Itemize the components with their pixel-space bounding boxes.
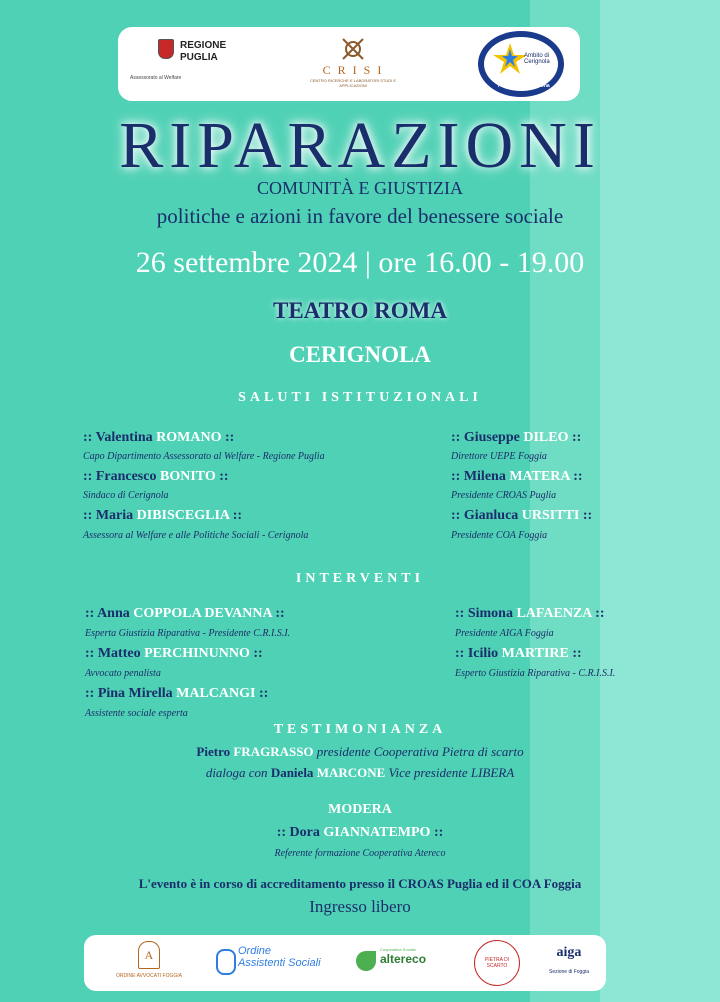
assistenti-sociali-icon <box>216 949 236 975</box>
crisi-name: C R I S I <box>322 63 384 77</box>
speaker-bonito-role: Sindaco di Cerignola <box>83 490 169 501</box>
ordine-avvocati-logo <box>104 941 194 979</box>
pietra-name: PIETRA DI SCARTO <box>484 957 510 969</box>
moderator-giannatempo: :: Dora GIANNATEMPO :: <box>276 825 444 840</box>
event-title: RIPARAZIONI <box>119 109 601 182</box>
ambito-caption: Piano Sociale di Zona <box>498 83 550 89</box>
aiga-caption: Sezione di Foggia <box>548 969 590 975</box>
ambito-cerignola-logo <box>478 31 564 97</box>
altereco-small: Cooperativa Sociale <box>380 947 416 952</box>
event-datetime: 26 settembre 2024 | ore 16.00 - 19.00 <box>135 246 585 279</box>
ambito-name: Ambito di Cerignola <box>524 53 550 65</box>
speaker-romano-role: Capo Dipartimento Assessorato al Welfare - Regione Puglia <box>83 451 325 462</box>
speaker-matera: :: Milena MATERA :: <box>451 469 583 484</box>
regione-line1: REGIONE <box>180 40 227 51</box>
speaker-malcangi-role: Assistente sociale esperta <box>85 708 188 719</box>
assistenti-sociali-logo <box>216 945 336 969</box>
accreditation-note: L'evento è in corso di accreditamento presso il CROAS Puglia ed il COA Foggia <box>138 876 582 891</box>
header-logo-bar <box>118 27 580 101</box>
regione-puglia-logo <box>128 35 238 95</box>
altereco-logo <box>356 947 446 966</box>
saluti-heading: SALUTI ISTITUZIONALI <box>238 390 482 405</box>
speaker-dileo-role: Direttore UEPE Foggia <box>451 451 547 462</box>
regione-coat-of-arms-icon <box>158 39 174 59</box>
speaker-martire-role: Esperto Giustizia Riparativa - C.R.I.S.I. <box>455 668 616 679</box>
event-tagline: politiche e azioni in favore del benessere sociale <box>156 204 564 228</box>
crisi-caption: CENTRO RICERCHE E LABORATORI STUDI E APPLICAZIONI <box>309 78 397 88</box>
speaker-dibisceglia-role: Assessora al Welfare e alle Politiche Sociali - Cerignola <box>83 530 309 541</box>
crisi-emblem-icon <box>338 37 368 63</box>
speaker-matera-role: Presidente CROAS Puglia <box>451 490 557 501</box>
speaker-coppola: :: Anna COPPOLA DEVANNA :: <box>85 606 285 621</box>
speaker-dibisceglia: :: Maria DIBISCEGLIA :: <box>83 508 243 523</box>
speaker-coppola-role: Esperta Giustizia Riparativa - Presidente C.R.I.S.I. <box>85 628 291 639</box>
modera-heading: MODERA <box>328 802 392 817</box>
altereco-leaf-icon <box>356 951 376 971</box>
event-venue: TEATRO ROMA <box>273 298 447 323</box>
pietra-di-scarto-logo <box>474 940 520 986</box>
event-city: CERIGNOLA <box>289 342 431 367</box>
speaker-perchinunno: :: Matteo PERCHINUNNO :: <box>85 646 263 661</box>
regione-caption: Assessorato al Welfare <box>130 75 182 81</box>
speaker-romano: :: Valentina ROMANO :: <box>83 430 235 445</box>
event-subtitle: COMUNITÀ E GIUSTIZIA <box>257 178 463 198</box>
speaker-bonito: :: Francesco BONITO :: <box>83 469 229 484</box>
assistenti-line2: Assistenti Sociali <box>238 957 321 969</box>
altereco-name: altereco <box>380 952 427 966</box>
ordine-avvocati-name: ORDINE AVVOCATI FOGGIA <box>116 973 182 979</box>
interventi-heading: INTERVENTI <box>295 571 425 586</box>
moderator-role: Referente formazione Cooperativa Atereco <box>274 848 446 859</box>
ordine-avvocati-emblem-icon: A <box>138 941 160 969</box>
speaker-martire: :: Icilio MARTIRE :: <box>455 646 582 661</box>
testimonianza-line1: Pietro FRAGRASSO presidente Cooperativa Pietra di scarto <box>196 744 524 759</box>
speaker-malcangi: :: Pina Mirella MALCANGI :: <box>85 686 269 701</box>
regione-line2: PUGLIA <box>180 52 218 63</box>
speaker-perchinunno-role: Avvocato penalista <box>85 668 161 679</box>
speaker-lafaenza: :: Simona LAFAENZA :: <box>455 606 605 621</box>
testimonianza-line2: dialoga con Daniela MARCONE Vice presidente LIBERA <box>205 765 515 780</box>
footer-logo-bar <box>84 935 606 991</box>
speaker-ursitti-role: Presidente COA Foggia <box>451 530 548 541</box>
speaker-dileo: :: Giuseppe DILEO :: <box>451 430 582 445</box>
aiga-name: aiga <box>556 945 582 960</box>
assistenti-line1: Ordine <box>238 945 272 957</box>
speaker-ursitti: :: Gianluca URSITTI :: <box>451 508 593 523</box>
aiga-logo <box>544 945 594 975</box>
entry-note: Ingresso libero <box>309 897 411 916</box>
crisi-logo <box>298 37 408 97</box>
testimonianza-heading: TESTIMONIANZA <box>273 722 447 737</box>
speaker-lafaenza-role: Presidente AIGA Foggia <box>455 628 554 639</box>
